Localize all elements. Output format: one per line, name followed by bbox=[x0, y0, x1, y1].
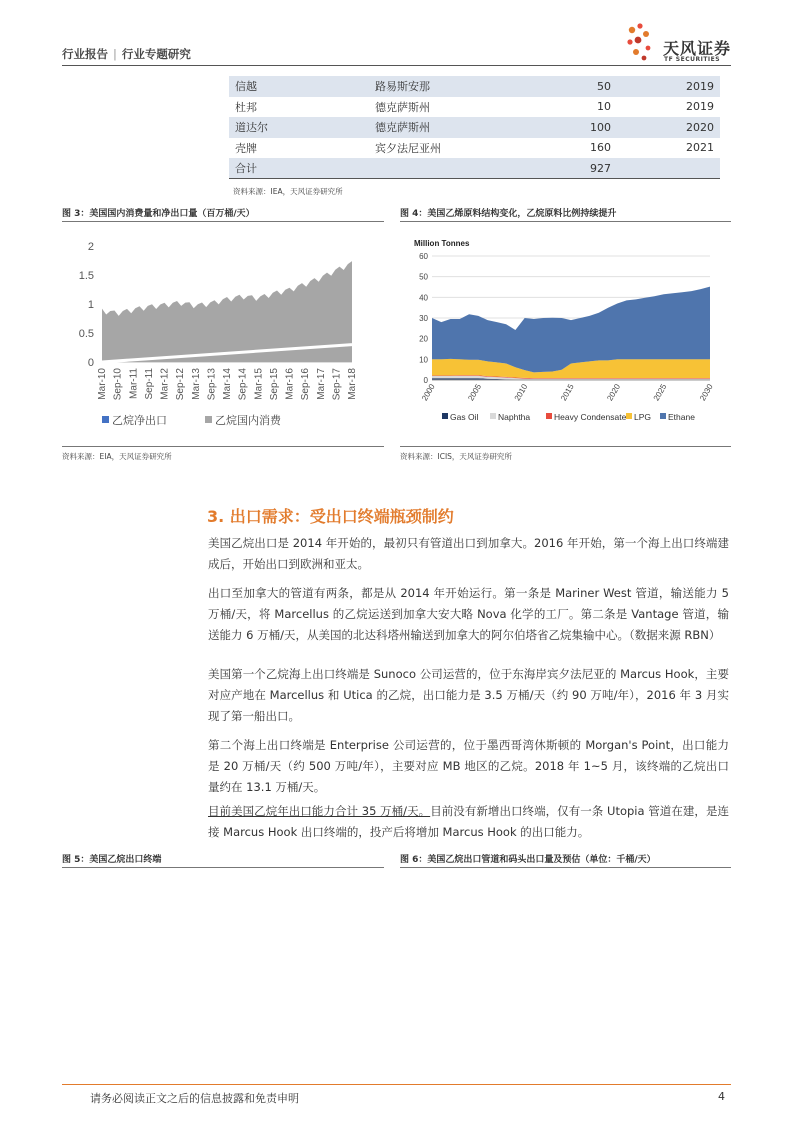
x-tick-label: Sep-11 bbox=[143, 368, 155, 400]
cell-year bbox=[619, 158, 720, 179]
fig5-title: 图 5：美国乙烷出口终端 bbox=[62, 855, 162, 865]
header-rule bbox=[62, 65, 731, 66]
y-tick-label: 0 bbox=[423, 376, 428, 385]
legend-label-domestic: 乙烷国内消费 bbox=[215, 415, 281, 427]
logo-name: 天风证券 bbox=[663, 39, 732, 58]
x-tick-label: Sep-16 bbox=[300, 368, 312, 401]
fig4-title: 图 4：美国乙烯原料结构变化，乙烷原料比例持续提升 bbox=[400, 209, 617, 219]
cell-company: 杜邦 bbox=[235, 100, 257, 114]
fig4-source: 资料来源：ICIS，天风证券研究所 bbox=[400, 452, 512, 461]
x-tick-label: 2000 bbox=[420, 382, 437, 403]
y-axis-title: Million Tonnes bbox=[414, 239, 470, 248]
legend-label: Naphtha bbox=[498, 412, 531, 422]
cell-company: 信越 bbox=[229, 76, 369, 97]
footer-disclaimer: 请务必阅读正文之后的信息披露和免责申明 bbox=[90, 1092, 299, 1105]
fig3-title: 图 3：美国国内消费量和净出口量（百万桶/天） bbox=[62, 209, 255, 219]
table-row bbox=[229, 117, 720, 138]
fig3-source: 资料来源：EIA，天风证券研究所 bbox=[62, 452, 172, 461]
fig3-title-rule bbox=[62, 221, 384, 222]
y-tick-label: 10 bbox=[419, 355, 428, 365]
cell-location: 德克萨斯州 bbox=[375, 100, 430, 114]
page-number: 4 bbox=[718, 1090, 725, 1103]
paragraph-3: 美国第一个乙烷海上出口终端是 Sunoco 公司运营的，位于东海岸宾夕法尼亚的 Marcus Hook，主要对应产地在 Marcellus 和 Utica 的乙烷，出口能力是 3.5 万桶/天（约 90 万吨/年），2016 年 3 月实现了第一船出口。 bbox=[208, 667, 729, 723]
paragraph-5 bbox=[208, 801, 729, 843]
x-tick-label: Sep-15 bbox=[268, 368, 280, 401]
x-tick-label: Sep-17 bbox=[331, 368, 343, 401]
section-title: 3. 出口需求：受出口终端瓶颈制约 bbox=[207, 507, 454, 526]
x-tick-label: 2010 bbox=[512, 382, 530, 403]
cell-capacity: 10 bbox=[597, 100, 611, 114]
x-tick-label: Mar-18 bbox=[347, 368, 358, 400]
x-tick-label: Mar-17 bbox=[315, 368, 327, 400]
report-type: 行业报告 bbox=[62, 47, 108, 61]
legend-swatch bbox=[660, 413, 666, 419]
legend-swatch bbox=[546, 413, 552, 419]
cell-year: 2019 bbox=[686, 100, 714, 114]
x-tick-label: 2030 bbox=[698, 382, 715, 403]
cell-year: 2020 bbox=[619, 117, 720, 138]
x-tick-label: Mar-12 bbox=[159, 368, 171, 400]
x-tick-label: Sep-14 bbox=[237, 368, 249, 401]
cell-capacity: 927 bbox=[519, 158, 619, 179]
paragraph-1: 美国乙烷出口是 2014 年开始的，最初只有管道出口到加拿大。2016 年开始，第一个海上出口终端建成后，开始出口到欧洲和亚太。 bbox=[208, 536, 729, 571]
cell-company: 壳牌 bbox=[235, 141, 257, 155]
x-tick-label: Sep-13 bbox=[206, 368, 218, 401]
fig4-title-rule bbox=[400, 221, 731, 222]
report-category: 行业专题研究 bbox=[121, 47, 191, 61]
report-header bbox=[62, 46, 191, 62]
x-tick-label: Sep-12 bbox=[175, 368, 187, 401]
fig3-bottom-rule bbox=[62, 446, 384, 447]
cell-location: 德克萨斯州 bbox=[369, 117, 519, 138]
y-tick-label: 60 bbox=[419, 252, 428, 261]
table-row bbox=[229, 138, 720, 159]
x-tick-label: Mar-16 bbox=[284, 368, 296, 400]
y-tick-label: 20 bbox=[419, 334, 428, 344]
project-table bbox=[229, 76, 720, 179]
x-tick-label: Sep-10 bbox=[112, 368, 124, 401]
x-tick-label: Mar-11 bbox=[128, 368, 140, 399]
legend-swatch bbox=[626, 413, 632, 419]
cell-company: 合计 bbox=[229, 158, 369, 179]
y-tick-label: 30 bbox=[419, 314, 428, 323]
legend-swatch bbox=[490, 413, 496, 419]
logo-subtitle: TF SECURITIES bbox=[664, 56, 721, 63]
fig5-title-rule bbox=[62, 867, 384, 868]
fig6-title-rule bbox=[400, 867, 731, 868]
y-tick-label: 1 bbox=[87, 299, 94, 311]
legend-swatch-domestic bbox=[205, 416, 212, 423]
paragraph-5-rest: 目前没有新增出口终端，仅有一条 Utopia 管道在建，是连接 Marcus Hook 出口终端的，投产后将增加 Marcus Hook 的出口能力。 bbox=[208, 804, 729, 839]
x-tick-label: Mar-10 bbox=[97, 368, 108, 400]
footer-rule bbox=[62, 1084, 731, 1085]
y-tick-label: 0.5 bbox=[78, 328, 94, 340]
legend-label: Ethane bbox=[668, 412, 695, 422]
fig6-title: 图 6：美国乙烷出口管道和码头出口量及预估（单位：千桶/天） bbox=[400, 855, 656, 865]
table-row bbox=[229, 158, 720, 179]
x-tick-label: 2025 bbox=[651, 382, 669, 403]
cell-capacity: 160 bbox=[590, 141, 611, 155]
cell-year: 2019 bbox=[619, 76, 720, 97]
x-tick-label: 2020 bbox=[605, 382, 623, 403]
cell-year: 2021 bbox=[686, 141, 714, 155]
x-tick-label: Mar-14 bbox=[222, 368, 233, 400]
legend-label-export: 乙烷净出口 bbox=[112, 415, 167, 427]
y-tick-label: 2 bbox=[87, 241, 94, 253]
cell-capacity: 50 bbox=[519, 76, 619, 97]
paragraph-5-underlined: 目前美国乙烷年出口能力合计 35 万桶/天。 bbox=[208, 804, 431, 818]
fig4-bottom-rule bbox=[400, 446, 731, 447]
legend-swatch bbox=[442, 413, 448, 419]
table-row bbox=[229, 97, 720, 118]
table-row bbox=[229, 76, 720, 97]
header-separator: | bbox=[113, 47, 117, 61]
paragraph-2: 出口至加拿大的管道有两条，都是从 2014 年开始运行。第一条是 Mariner West 管道，输送能力 5 万桶/天，将 Marcellus 的乙烷运送到加拿大安大略 Nova 化学的工厂。第二条是 Vantage 管道，输送能力 6 万桶/天，从美国的北达科塔州输送到加拿大的阿尔伯塔省乙烷集输中心。（数据来源 RBN） bbox=[208, 586, 729, 642]
legend-label: Heavy Condensate bbox=[554, 412, 627, 422]
fig3-chart bbox=[62, 224, 384, 444]
x-tick-label: 2015 bbox=[559, 382, 576, 403]
legend-label: Gas Oil bbox=[450, 412, 479, 422]
cell-location bbox=[369, 158, 519, 179]
y-tick-label: 1.5 bbox=[78, 270, 94, 282]
cell-capacity: 100 bbox=[519, 117, 619, 138]
legend-swatch-export bbox=[102, 416, 109, 423]
cell-location: 路易斯安那 bbox=[369, 76, 519, 97]
fig4-chart bbox=[400, 224, 731, 444]
x-tick-label: Mar-13 bbox=[190, 368, 202, 400]
y-tick-label: 50 bbox=[419, 272, 428, 282]
cell-company: 道达尔 bbox=[229, 117, 369, 138]
legend-label: LPG bbox=[634, 412, 652, 422]
cell-location: 宾夕法尼亚州 bbox=[375, 141, 441, 155]
y-tick-label: 0 bbox=[87, 357, 94, 369]
y-tick-label: 40 bbox=[419, 293, 428, 303]
x-tick-label: Mar-15 bbox=[253, 368, 265, 400]
x-tick-label: 2005 bbox=[466, 382, 484, 403]
table-source: 资料来源：IEA，天风证券研究所 bbox=[233, 187, 343, 196]
paragraph-4: 第二个海上出口终端是 Enterprise 公司运营的，位于墨西哥湾休斯顿的 Morgan's Point，出口能力是 20 万桶/天（约 500 万吨/年），主要对应 MB 地区的乙烷。2018 年 1~5 月，该终端的乙烷出口量约在 13.1 万桶/天。 bbox=[208, 738, 729, 794]
